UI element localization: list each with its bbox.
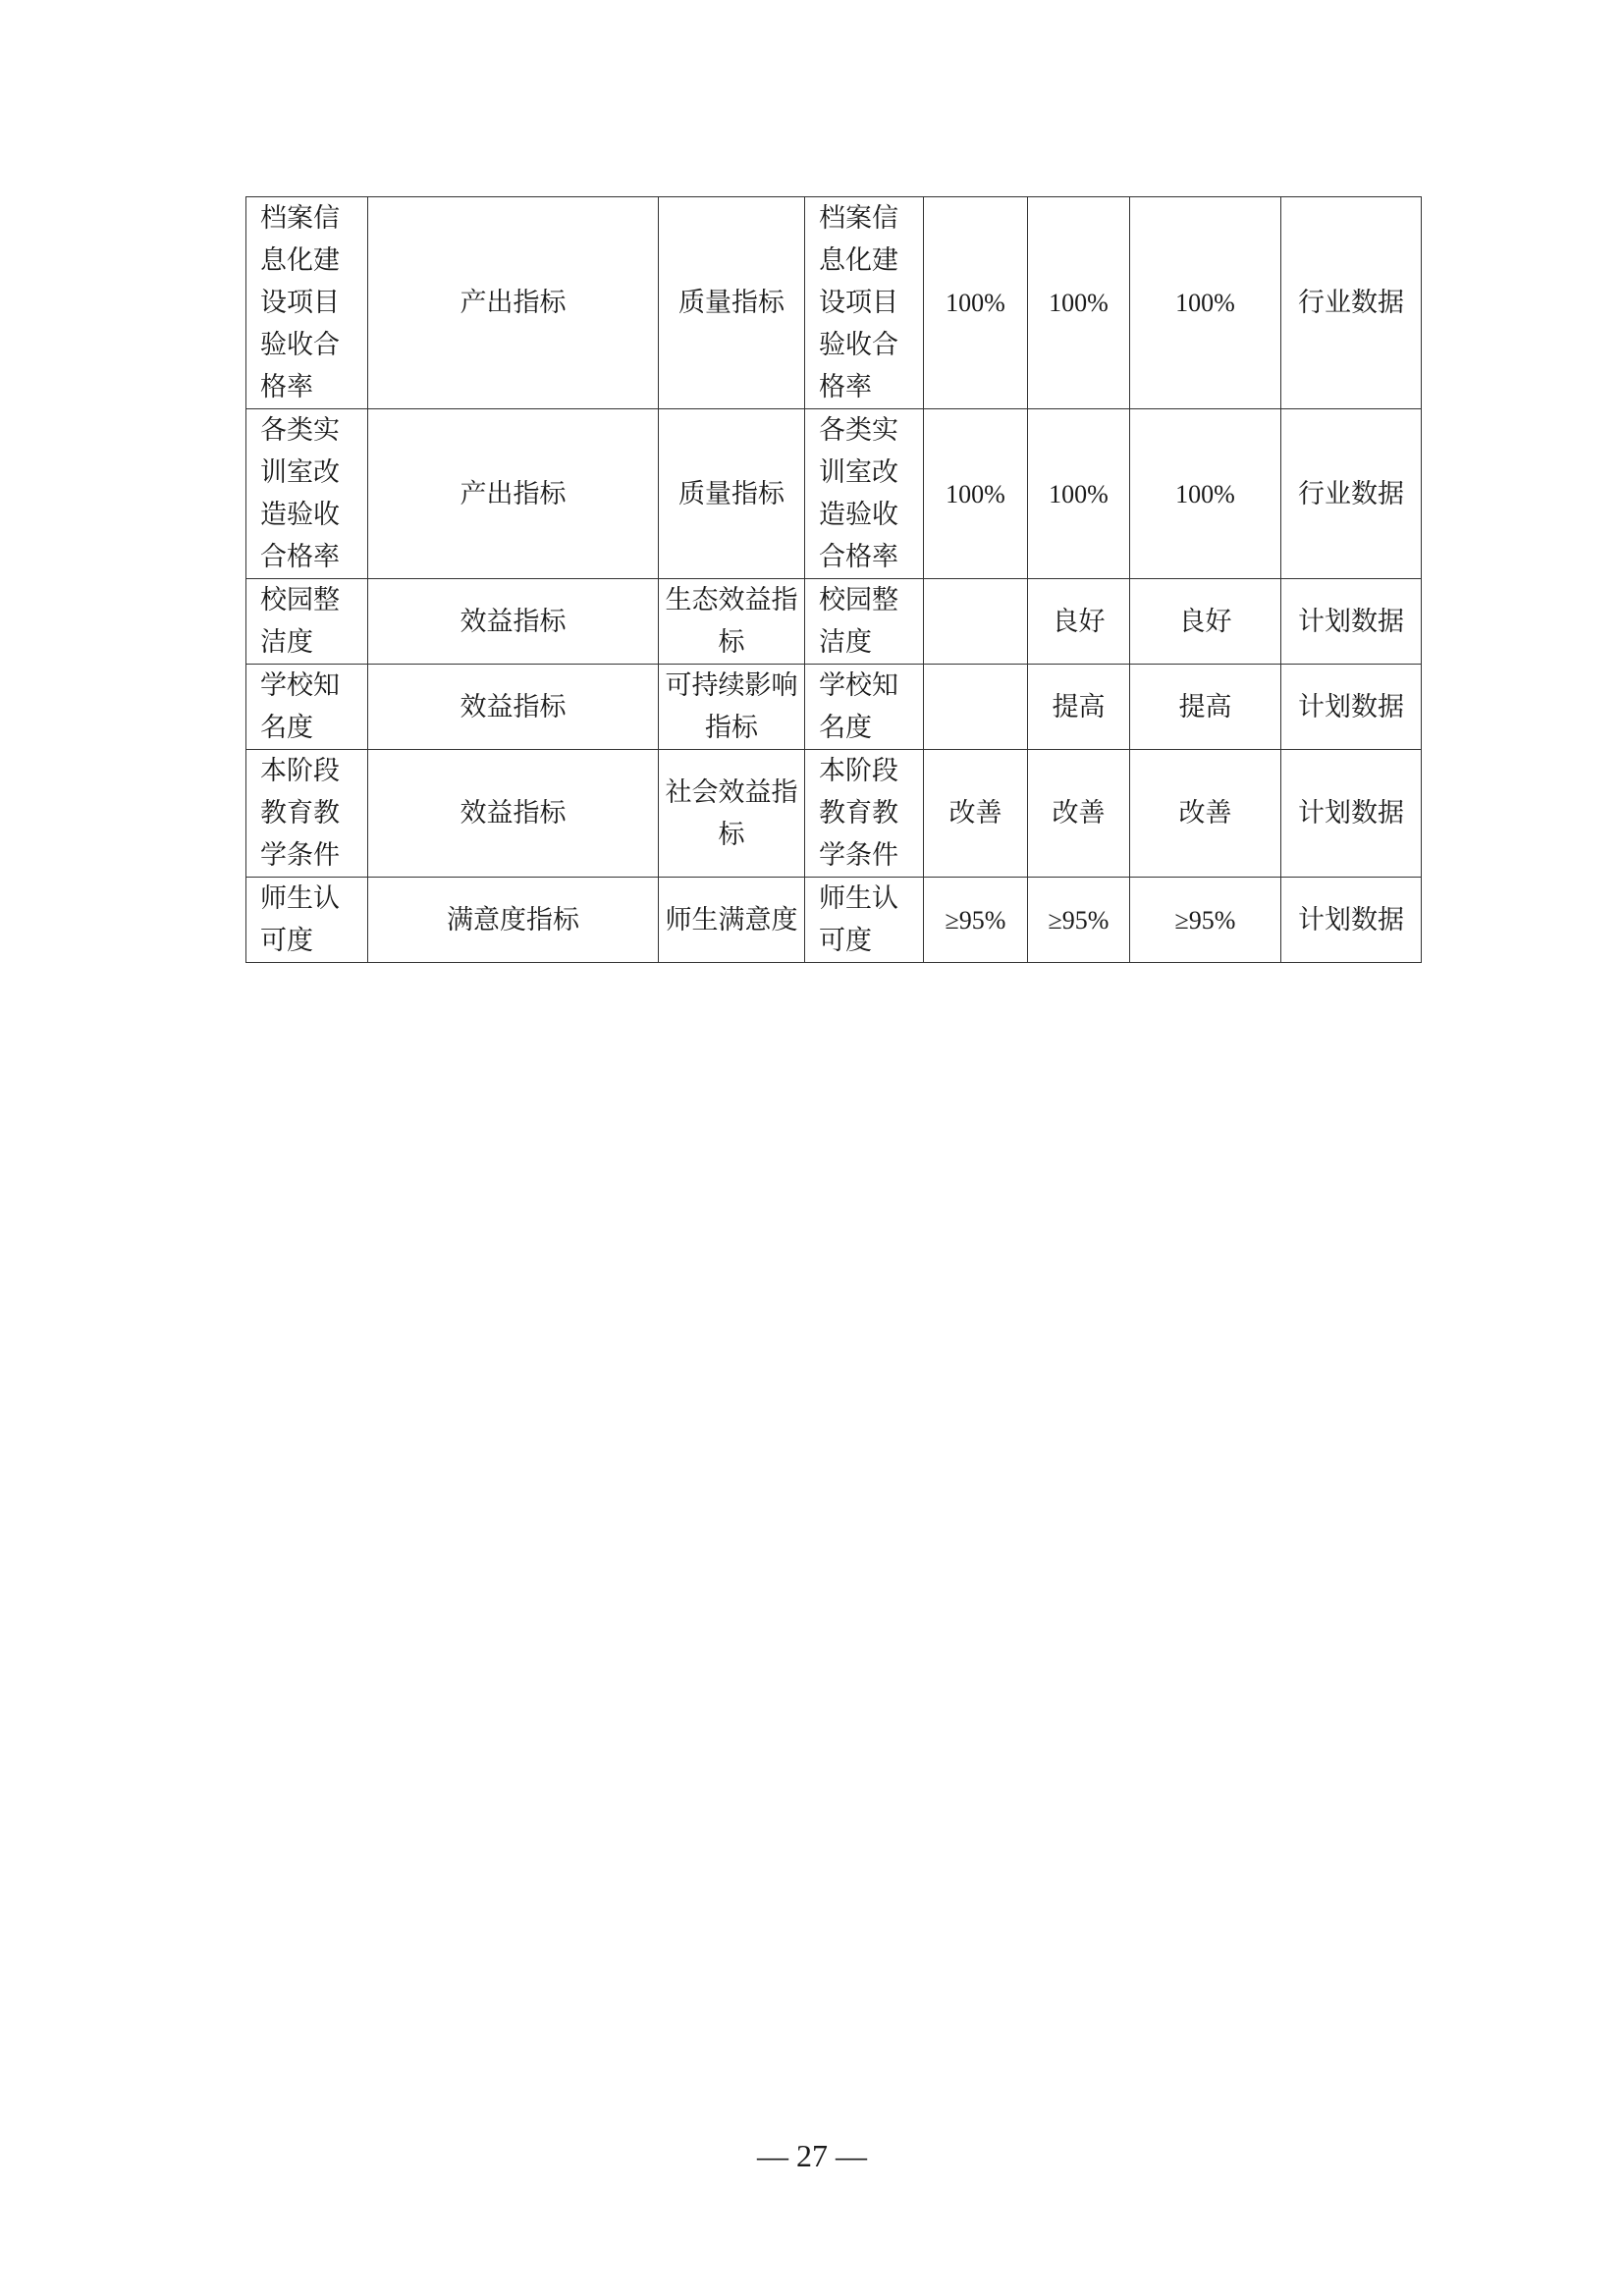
value-a-cell: 100% [924,197,1028,409]
value-c-cell: 提高 [1130,665,1281,750]
level3-indicator-cell: 学校知名度 [805,665,924,750]
value-b-cell: 改善 [1028,750,1130,878]
level2-indicator-cell: 师生满意度 [659,878,805,963]
level3-indicator-cell: 师生认可度 [805,878,924,963]
level3-indicator-cell: 档案信息化建设项目验收合格率 [805,197,924,409]
value-a-cell [924,579,1028,665]
value-c-cell: 100% [1130,197,1281,409]
level1-indicator-cell: 产出指标 [368,197,659,409]
value-c-cell: 100% [1130,409,1281,579]
level2-indicator-cell: 质量指标 [659,409,805,579]
level3-indicator-cell: 校园整洁度 [805,579,924,665]
data-source-cell: 行业数据 [1281,409,1422,579]
value-c-cell: 良好 [1130,579,1281,665]
level1-indicator-cell: 效益指标 [368,579,659,665]
level2-indicator-cell: 质量指标 [659,197,805,409]
level2-indicator-cell: 生态效益指标 [659,579,805,665]
value-b-cell: 提高 [1028,665,1130,750]
level1-indicator-cell: 产出指标 [368,409,659,579]
data-source-cell: 计划数据 [1281,750,1422,878]
level2-indicator-cell: 社会效益指标 [659,750,805,878]
level2-indicator-cell: 可持续影响指标 [659,665,805,750]
indicator-name-cell: 学校知名度 [246,665,368,750]
data-source-cell: 计划数据 [1281,665,1422,750]
value-a-cell [924,665,1028,750]
value-b-cell: 良好 [1028,579,1130,665]
table-row [246,579,1422,665]
table-row [246,878,1422,963]
value-a-cell: 100% [924,409,1028,579]
level3-indicator-cell: 本阶段教育教学条件 [805,750,924,878]
indicator-name-cell: 各类实训室改造验收合格率 [246,409,368,579]
value-a-cell: ≥95% [924,878,1028,963]
indicator-name-cell: 本阶段教育教学条件 [246,750,368,878]
table-row [246,665,1422,750]
value-b-cell: ≥95% [1028,878,1130,963]
value-a-cell: 改善 [924,750,1028,878]
indicator-table [245,196,1422,963]
page-number: — 27 — [757,2138,867,2173]
level1-indicator-cell: 满意度指标 [368,878,659,963]
level3-indicator-cell: 各类实训室改造验收合格率 [805,409,924,579]
indicator-name-cell: 档案信息化建设项目验收合格率 [246,197,368,409]
indicator-name-cell: 校园整洁度 [246,579,368,665]
level1-indicator-cell: 效益指标 [368,665,659,750]
value-c-cell: ≥95% [1130,878,1281,963]
value-b-cell: 100% [1028,409,1130,579]
indicator-name-cell: 师生认可度 [246,878,368,963]
data-source-cell: 计划数据 [1281,579,1422,665]
value-b-cell: 100% [1028,197,1130,409]
level1-indicator-cell: 效益指标 [368,750,659,878]
data-source-cell: 行业数据 [1281,197,1422,409]
data-source-cell: 计划数据 [1281,878,1422,963]
value-c-cell: 改善 [1130,750,1281,878]
table-row [246,750,1422,878]
table-row [246,409,1422,579]
table-row [246,197,1422,409]
